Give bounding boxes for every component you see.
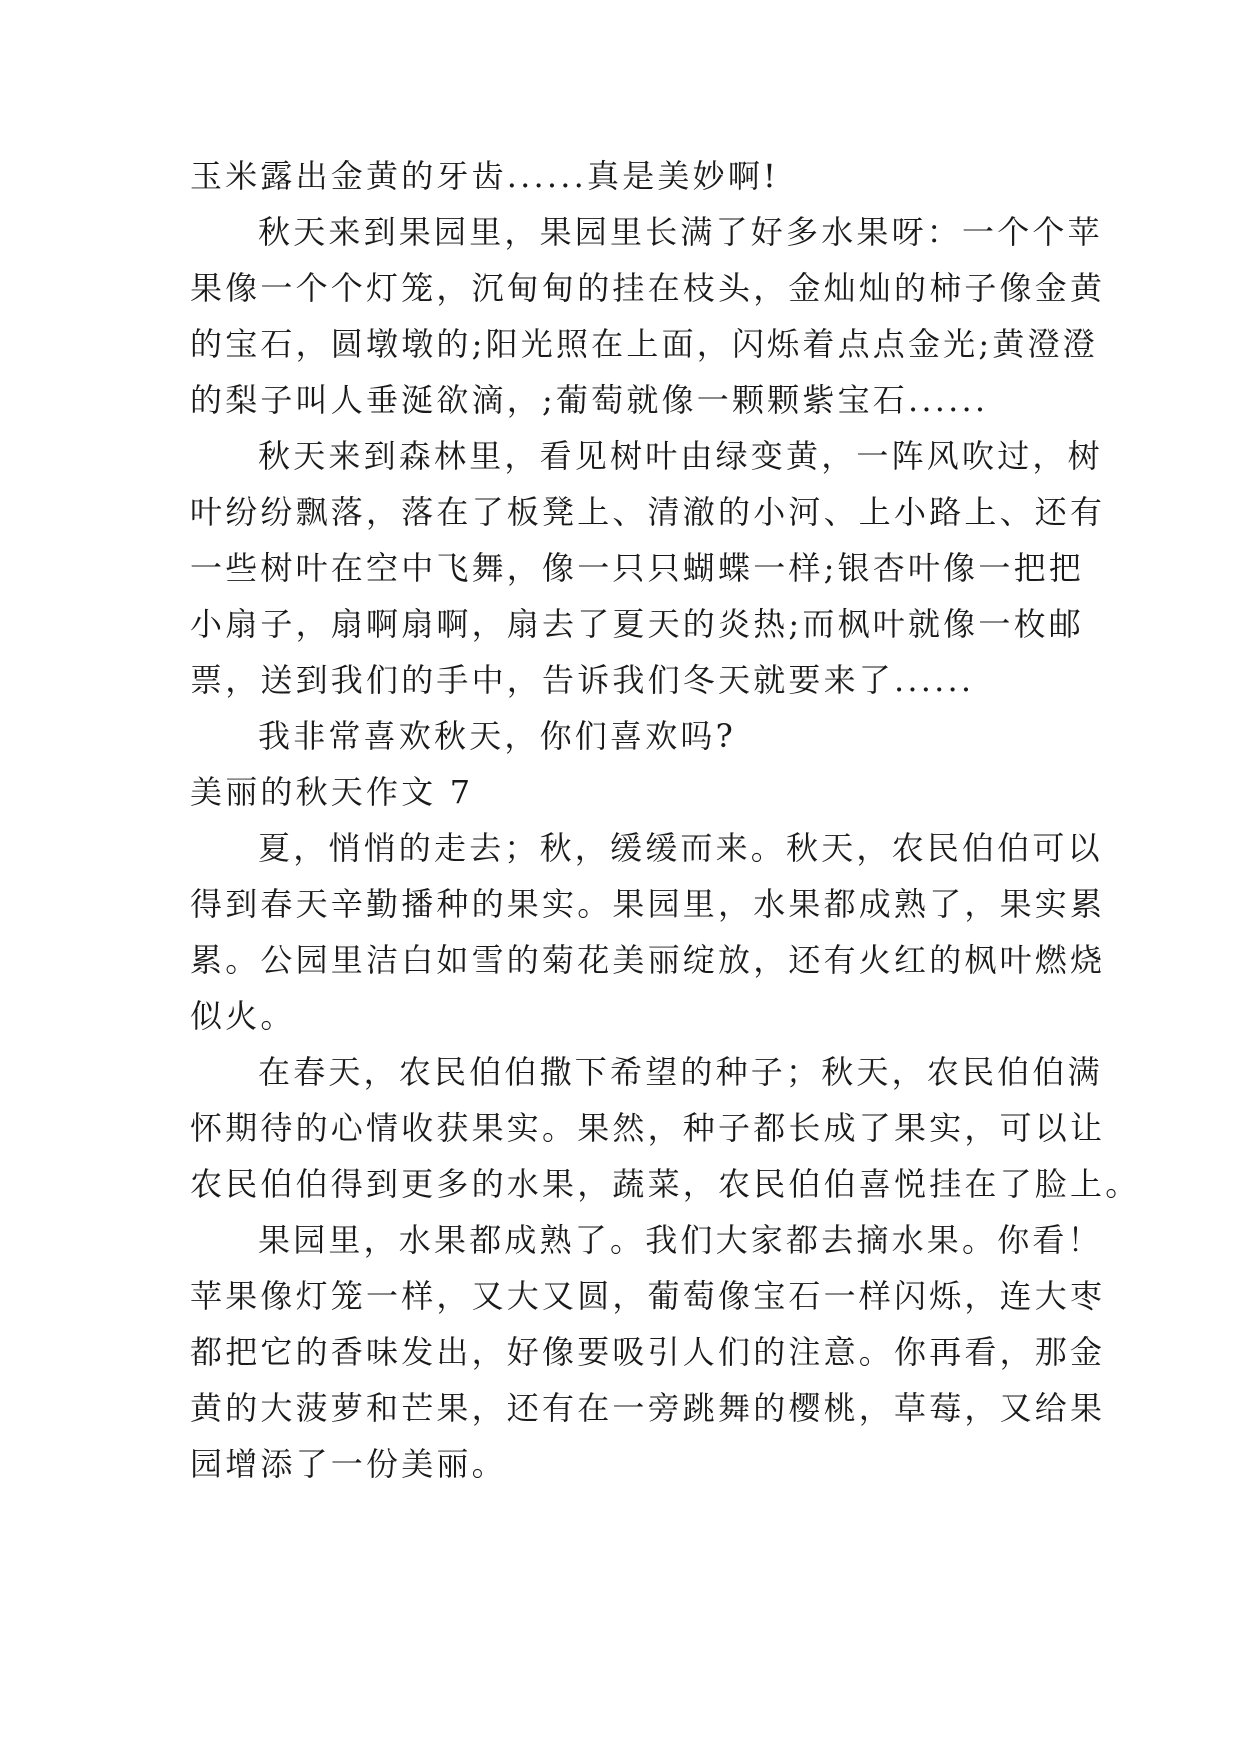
section-heading: 美丽的秋天作文 7 <box>190 773 474 811</box>
text-line: 小扇子，扇啊扇啊，扇去了夏天的炎热;而枫叶就像一枚邮 <box>190 605 1084 643</box>
document-page <box>190 148 1141 1492</box>
text-line: 秋天来到森林里，看见树叶由绿变黄，一阵风吹过，树 <box>258 437 1103 475</box>
text-line: 农民伯伯得到更多的水果，蔬菜，农民伯伯喜悦挂在了脸上。 <box>190 1165 1141 1203</box>
text-line: 我非常喜欢秋天，你们喜欢吗? <box>258 717 736 755</box>
paragraph-3 <box>190 428 1106 708</box>
text-line: 累。公园里洁白如雪的菊花美丽绽放，还有火红的枫叶燃烧 <box>190 941 1106 979</box>
paragraph-7 <box>190 1212 1106 1492</box>
text-line: 的梨子叫人垂涎欲滴，;葡萄就像一颗颗紫宝石...... <box>190 381 989 419</box>
text-line: 苹果像灯笼一样，又大又圆，葡萄像宝石一样闪烁，连大枣 <box>190 1277 1106 1315</box>
text-line: 园增添了一份美丽。 <box>190 1445 507 1483</box>
text-line: 得到春天辛勤播种的果实。果园里，水果都成熟了，果实累 <box>190 885 1106 923</box>
text-line: 夏，悄悄的走去；秋，缓缓而来。秋天，农民伯伯可以 <box>258 829 1103 867</box>
text-line: 秋天来到果园里，果园里长满了好多水果呀：一个个苹 <box>258 213 1103 251</box>
paragraph-6 <box>190 1044 1141 1212</box>
paragraph-5 <box>190 820 1106 1044</box>
text-line: 票，送到我们的手中，告诉我们冬天就要来了...... <box>190 661 975 699</box>
text-line: 怀期待的心情收获果实。果然，种子都长成了果实，可以让 <box>190 1109 1106 1147</box>
text-line: 一些树叶在空中飞舞，像一只只蝴蝶一样;银杏叶像一把把 <box>190 549 1084 587</box>
text-line: 果像一个个灯笼，沉甸甸的挂在枝头，金灿灿的柿子像金黄 <box>190 269 1106 307</box>
paragraph-2 <box>190 204 1106 428</box>
text-line: 的宝石，圆墩墩的;阳光照在上面，闪烁着点点金光;黄澄澄 <box>190 325 1098 363</box>
text-line: 都把它的香味发出，好像要吸引人们的注意。你再看，那金 <box>190 1333 1106 1371</box>
text-line: 似火。 <box>190 997 296 1035</box>
text-line: 在春天，农民伯伯撒下希望的种子；秋天，农民伯伯满 <box>258 1053 1103 1091</box>
text-line: 玉米露出金黄的牙齿......真是美妙啊! <box>190 157 780 195</box>
text-line: 叶纷纷飘落，落在了板凳上、清澈的小河、上小路上、还有 <box>190 493 1106 531</box>
text-line: 果园里，水果都成熟了。我们大家都去摘水果。你看！ <box>258 1221 1103 1259</box>
paragraph-1 <box>190 148 1060 204</box>
paragraph-4 <box>190 708 1060 764</box>
text-line: 黄的大菠萝和芒果，还有在一旁跳舞的樱桃，草莓，又给果 <box>190 1389 1106 1427</box>
